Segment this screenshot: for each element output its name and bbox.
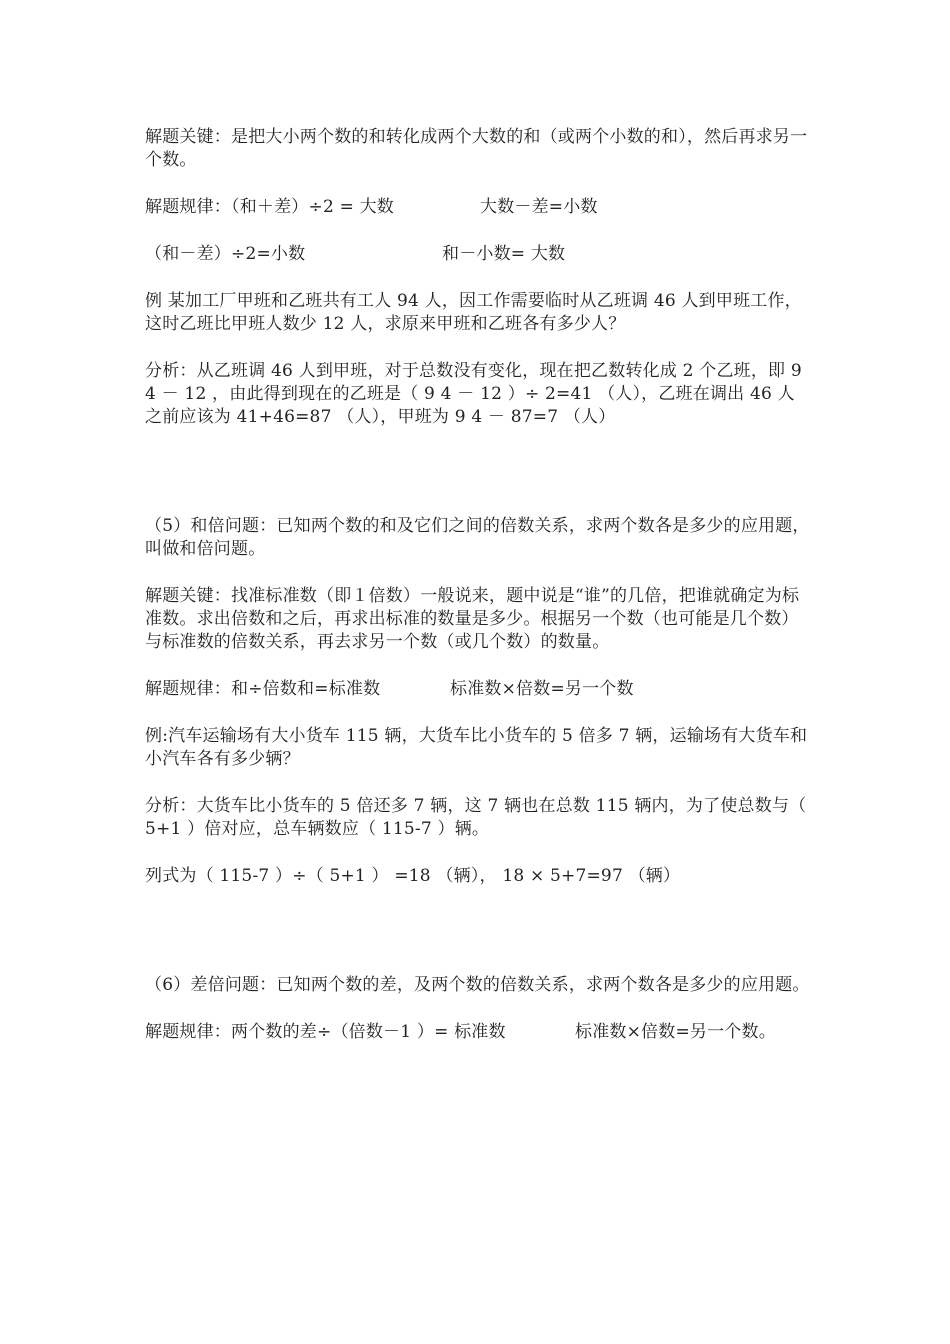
sec4-rule-b-right: 和－小数= 大数 bbox=[442, 244, 566, 264]
sec5-rule-line bbox=[145, 678, 810, 701]
sec6-rule-left: 解题规律：两个数的差÷（倍数－1 ）= 标准数 bbox=[145, 1022, 506, 1042]
sec4-rule-b-left: （和－差）÷2=小数 bbox=[145, 244, 306, 264]
sec4-rule-line-a bbox=[145, 196, 810, 219]
sec4-analysis: 分析：从乙班调 46 人到甲班，对于总数没有变化，现在把乙数转化成 2 个乙班，即 9 4 － 12 ，由此得到现在的乙班是（ 9 4 － 12 ）÷ 2=41 （人），乙班在调出 46 人之前应该为 41+46=87 （人），甲班为 9 4 － 87=7 （人） bbox=[145, 361, 802, 427]
sec4-rule-line-b bbox=[145, 243, 810, 266]
sec5-rule-left: 解题规律：和÷倍数和=标准数 bbox=[145, 679, 381, 699]
document-body bbox=[145, 126, 810, 1044]
sec5-title: （5）和倍问题：已知两个数的和及它们之间的倍数关系，求两个数各是多少的应用题，叫做和倍问题。 bbox=[145, 516, 810, 559]
sec6-rule-line bbox=[145, 1021, 810, 1044]
sec4-key-paragraph: 解题关键：是把大小两个数的和转化成两个大数的和（或两个小数的和），然后再求另一个数。 bbox=[145, 127, 808, 170]
sec5-rule-right: 标准数×倍数=另一个数 bbox=[450, 679, 634, 699]
sec5-example: 例:汽车运输场有大小货车 115 辆，大货车比小货车的 5 倍多 7 辆，运输场有大货车和小汽车各有多少辆？ bbox=[145, 726, 808, 769]
sec5-formula: 列式为（ 115-7 ）÷（ 5+1 ） =18 （辆）， 18 × 5+7=97 （辆） bbox=[145, 866, 681, 886]
sec5-analysis: 分析：大货车比小货车的 5 倍还多 7 辆，这 7 辆也在总数 115 辆内，为了使总数与（ 5+1 ）倍对应，总车辆数应（ 115-7 ）辆。 bbox=[145, 796, 807, 839]
sec4-rule-a-right: 大数－差=小数 bbox=[480, 197, 598, 217]
sec6-rule-right: 标准数×倍数=另一个数。 bbox=[575, 1022, 776, 1042]
sec5-key-paragraph: 解题关键：找准标准数（即１倍数）一般说来，题中说是“谁”的几倍，把谁就确定为标准数。求出倍数和之后，再求出标准的数量是多少。根据另一个数（也可能是几个数）与标准数的倍数关系，再去求另一个数（或几个数）的数量。 bbox=[145, 586, 800, 652]
sec6-title: （6）差倍问题：已知两个数的差，及两个数的倍数关系，求两个数各是多少的应用题。 bbox=[145, 975, 810, 995]
sec4-example: 例 某加工厂甲班和乙班共有工人 94 人，因工作需要临时从乙班调 46 人到甲班工作，这时乙班比甲班人数少 12 人，求原来甲班和乙班各有多少人？ bbox=[145, 291, 802, 334]
sec4-rule-a-left: 解题规律：（和＋差）÷2 = 大数 bbox=[145, 197, 395, 217]
